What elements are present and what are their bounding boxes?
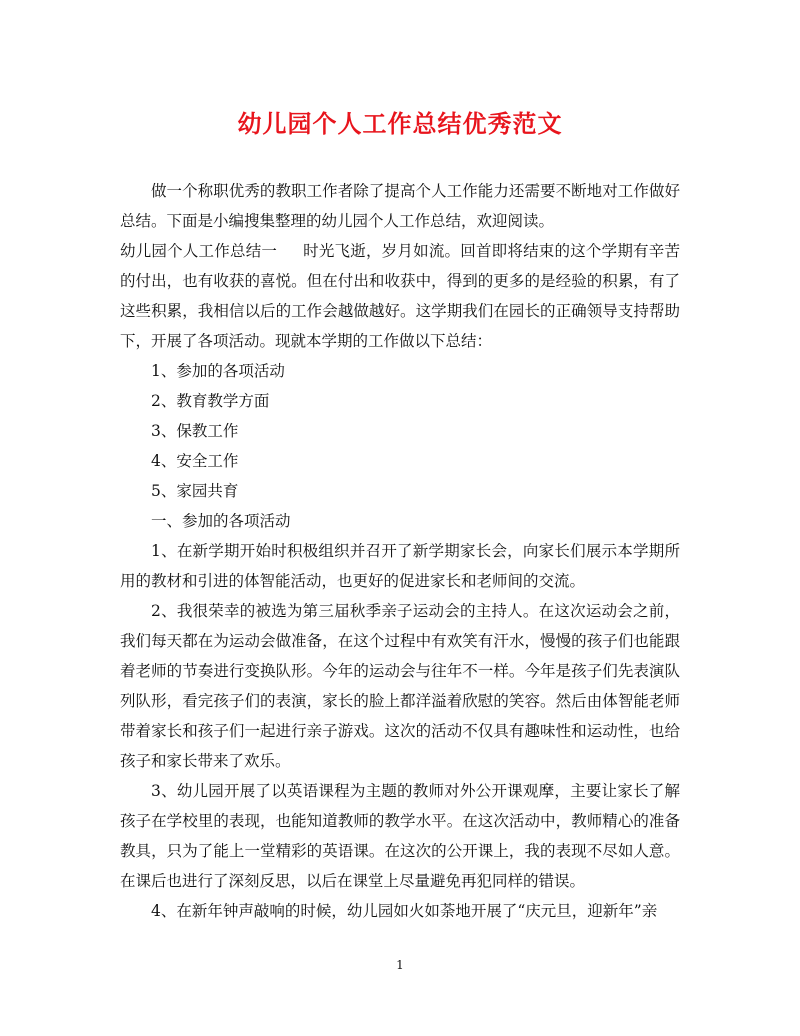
outline-item: 5、家园共育	[151, 482, 239, 500]
outline-item: 1、参加的各项活动	[151, 362, 285, 380]
body-paragraph: 3、幼儿园开展了以英语课程为主题的教师对外公开课观摩，主要让家长了解孩子在学校里的表现，也能知道教师的教学水平。在这次活动中，教师精心的准备教具，只为了能上一堂精彩的英语课。在这次的公开课上，我的表现不尽如人意。在课后也进行了深刻反思，以后在课堂上尽量避免再犯同样的错误。	[120, 782, 680, 890]
outline-item: 4、安全工作	[151, 452, 239, 470]
body-paragraph: 2、我很荣幸的被选为第三届秋季亲子运动会的主持人。在这次运动会之前，我们每天都在为运动会做准备，在这个过程中有欢笑有汗水，慢慢的孩子们也能跟着老师的节奏进行变换队形。今年的运动会与往年不一样。今年是孩子们先表演队列队形，看完孩子们的表演，家长的脸上都洋溢着欣慰的笑容。然后由体智能老师带着家长和孩子们一起进行亲子游戏。这次的活动不仅具有趣味性和运动性，也给孩子和家长带来了欢乐。	[120, 602, 680, 770]
intro-paragraph: 做一个称职优秀的教职工作者除了提高个人工作能力还需要不断地对工作做好总结。下面是小编搜集整理的幼儿园个人工作总结，欢迎阅读。	[120, 182, 680, 230]
section-opening-paragraph	[120, 236, 680, 356]
document-body	[120, 176, 680, 926]
body-paragraph: 1、在新学期开始时积极组织并召开了新学期家长会，向家长们展示本学期所用的教材和引进的体智能活动，也更好的促进家长和老师间的交流。	[120, 542, 680, 590]
document-title: 幼儿园个人工作总结优秀范文	[237, 109, 563, 138]
outline-item: 3、保教工作	[151, 422, 239, 440]
section-heading: 幼儿园个人工作总结一	[120, 242, 278, 260]
page-number: 1	[396, 958, 404, 972]
outline-item: 2、教育教学方面	[151, 392, 270, 410]
section-opening-text: 时光飞逝，岁月如流。回首即将结束的这个学期有辛苦的付出，也有收获的喜悦。但在付出和收获中，得到的更多的是经验的积累，有了这些积累，我相信以后的工作会越做越好。这学期我们在园长的正确领导支持帮助下，开展了各项活动。现就本学期的工作做以下总结：	[120, 242, 680, 350]
subheading: 一、参加的各项活动	[151, 512, 291, 530]
body-paragraph: 4、在新年钟声敲响的时候，幼儿园如火如荼地开展了“庆元旦，迎新年”亲	[151, 902, 658, 920]
